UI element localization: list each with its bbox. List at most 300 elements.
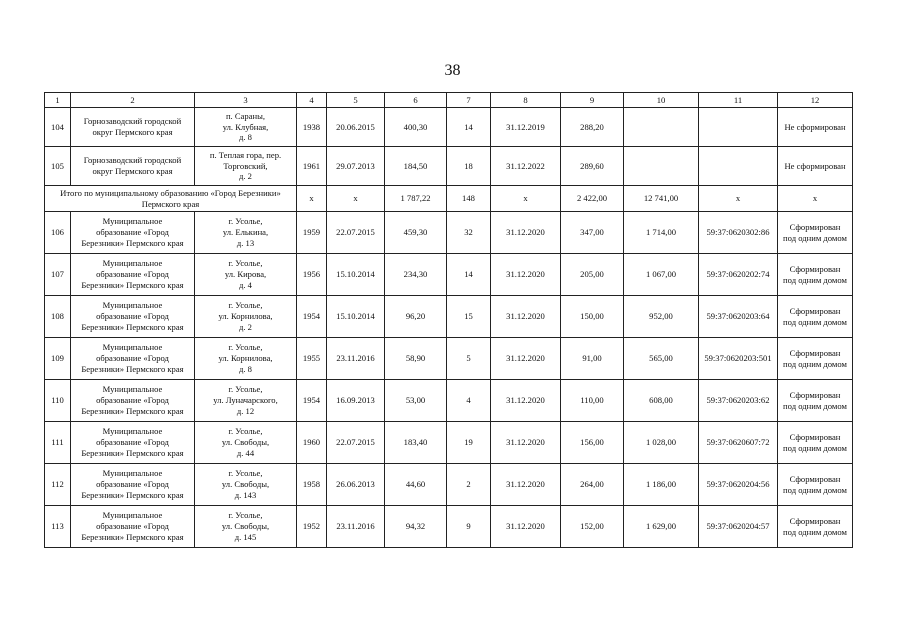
land-status-cell [778,212,853,254]
cell-line: 288,20 [580,121,604,132]
cell-line: 2 422,00 [576,193,608,204]
cell-line: 110 [51,395,64,406]
cell-line: 289,60 [580,160,604,171]
cell-line: под одним домом [783,484,847,495]
subtotal-cadastral-number [699,186,778,212]
municipality-cell [71,296,195,338]
cell-line: образование «Город [96,353,169,364]
cell-line: 91,00 [582,353,602,364]
cadastral-number-cell [699,212,778,254]
year-built-cell [297,108,327,147]
year-built-cell [297,338,327,380]
cell-line: 32 [464,227,473,238]
municipality-cell [71,506,195,548]
resettlement-deadline-cell [491,338,561,380]
cell-line: 1959 [302,227,321,238]
area-resettled-cell [561,296,624,338]
column-header-10: 10 [624,93,699,108]
cell-line: 59:37:0620203:501 [704,353,772,364]
cell-line: ул. Елькина, [222,227,269,238]
cell-line: 16.09.2013 [336,395,375,406]
subtotal-area [385,186,447,212]
emergency-date-cell [327,380,385,422]
residents-cell [447,212,491,254]
row-number-cell [45,296,71,338]
cell-line: 29.07.2013 [336,160,375,171]
land-status-cell [778,108,853,147]
cell-line: 31.12.2020 [506,353,545,364]
cell-line: 14 [464,269,473,280]
address-cell [195,506,297,548]
cell-line: 110,00 [580,395,604,406]
cell-line: 1954 [302,395,321,406]
cell-line: 109 [51,353,64,364]
cell-line: 105 [51,160,64,171]
year-built-cell [297,254,327,296]
cell-line: 205,00 [580,269,604,280]
address-cell [195,254,297,296]
column-header-5: 5 [327,93,385,108]
cell-line: Не сформирован [784,121,846,132]
area-resettled-cell [561,147,624,186]
cell-line: ул. Свободы, [221,437,270,448]
cell-line: Пермского края [141,198,200,209]
cell-line: под одним домом [783,274,847,285]
cell-line: 19 [464,437,473,448]
municipality-cell [71,422,195,464]
cell-line: 1 067,00 [645,269,677,280]
cadastral-number-cell [699,296,778,338]
cell-line: Сформирован [789,347,841,358]
area-cell [385,108,447,147]
cell-line: 1960 [302,437,321,448]
emergency-date-cell [327,464,385,506]
area-cell [385,212,447,254]
cell-line: Муниципальное [102,342,163,353]
cell-line: Горнозаводский городской [83,155,182,166]
area-resettled-cell [561,464,624,506]
area-resettled-cell [561,380,624,422]
area-cell [385,296,447,338]
cell-line: 9 [466,521,471,532]
cell-line: 18 [464,160,473,171]
column-header-12: 12 [778,93,853,108]
cadastral-number-cell [699,254,778,296]
cell-line: под одним домом [783,526,847,537]
cell-line: 952,00 [649,311,673,322]
column-header-11: 11 [699,93,778,108]
cell-line: ул. Свободы, [221,521,270,532]
emergency-date-cell [327,296,385,338]
cell-line: 58,90 [405,353,426,364]
cell-line: Сформирован [789,515,841,526]
table-row [45,380,853,422]
land-area-cell [624,254,699,296]
cell-line: г. Усолье, [228,342,263,353]
cell-line: 264,00 [580,479,604,490]
cell-line: 1954 [302,311,321,322]
cell-line: Муниципальное [102,384,163,395]
cell-line: образование «Город [96,395,169,406]
residents-cell [447,464,491,506]
address-cell [195,422,297,464]
cell-line: под одним домом [783,442,847,453]
land-status-cell [778,506,853,548]
cell-line: 1 028,00 [645,437,677,448]
row-number-cell [45,147,71,186]
cell-line: 59:37:0620204:57 [706,521,770,532]
cell-line: Сформирован [789,221,841,232]
land-area-cell [624,147,699,186]
cell-line: 15.10.2014 [336,311,375,322]
subtotal-land-status [778,186,853,212]
land-status-cell [778,338,853,380]
cell-line: ул. Кирова, [224,269,267,280]
column-header-4: 4 [297,93,327,108]
table-row [45,464,853,506]
table-row [45,212,853,254]
cell-line: ул. Свободы, [221,479,270,490]
cell-line: д. 13 [236,237,255,248]
table-body [45,108,853,548]
cell-line: Муниципальное [102,258,163,269]
resettlement-deadline-cell [491,147,561,186]
cell-line: 96,20 [405,311,426,322]
table-row [45,254,853,296]
cell-line: д. 143 [234,489,257,500]
cell-line: 152,00 [580,521,604,532]
area-resettled-cell [561,254,624,296]
municipality-cell [71,108,195,147]
cell-line: 5 [466,353,471,364]
cell-line: Сформирован [789,431,841,442]
municipality-cell [71,464,195,506]
cell-line: 148 [462,193,475,204]
cell-line: под одним домом [783,232,847,243]
land-status-cell [778,422,853,464]
land-status-cell [778,254,853,296]
subtotal-emergency-date [327,186,385,212]
column-number-header [45,93,853,108]
residents-cell [447,338,491,380]
column-header-1: 1 [45,93,71,108]
header-row [45,93,853,108]
resettlement-deadline-cell [491,506,561,548]
cell-line: 59:37:0620302:86 [706,227,770,238]
land-status-cell [778,464,853,506]
cell-line: 183,40 [403,437,428,448]
cell-line: ул. Корнилова, [218,353,273,364]
resettlement-deadline-cell [491,108,561,147]
municipality-cell [71,338,195,380]
cell-line: x [812,193,818,204]
cell-line: 31.12.2020 [506,311,545,322]
cell-line: 14 [464,121,473,132]
cell-line: Муниципальное [102,216,163,227]
year-built-cell [297,380,327,422]
cell-line: 59:37:0620202:74 [706,269,770,280]
cell-line: x [309,193,314,204]
cell-line: 23.11.2016 [336,353,375,364]
cell-line: 22.07.2015 [336,437,375,448]
area-cell [385,464,447,506]
year-built-cell [297,296,327,338]
cell-line: 53,00 [405,395,426,406]
area-cell [385,422,447,464]
page-number: 38 [444,62,461,79]
emergency-date-cell [327,506,385,548]
cell-line: x [735,193,741,204]
cell-line: Березники» Пермского края [81,489,184,500]
cell-line: 94,32 [405,521,426,532]
cell-line: 26.06.2013 [336,479,375,490]
cadastral-number-cell [699,108,778,147]
cell-line: образование «Город [96,521,169,532]
cadastral-number-cell [699,338,778,380]
area-cell [385,254,447,296]
cell-line: 59:37:0620203:64 [706,311,770,322]
housing-registry-table [44,92,853,548]
cadastral-number-cell [699,422,778,464]
residents-cell [447,296,491,338]
subtotal-year-built [297,186,327,212]
address-cell [195,296,297,338]
row-number-cell [45,464,71,506]
cell-line: образование «Город [96,437,169,448]
cell-line: Итого по муниципальному образованию «Город Березники» [60,187,281,198]
emergency-date-cell [327,254,385,296]
cell-line: 400,30 [403,121,428,132]
municipality-cell [71,147,195,186]
cell-line: 31.12.2019 [506,121,545,132]
area-resettled-cell [561,338,624,380]
cell-line: под одним домом [783,316,847,327]
cell-line: д. 2 [239,171,252,182]
land-area-cell [624,296,699,338]
land-status-cell [778,380,853,422]
row-number-cell [45,380,71,422]
cell-line: образование «Город [96,227,169,238]
resettlement-deadline-cell [491,212,561,254]
cell-line: 608,00 [649,395,673,406]
cell-line: Березники» Пермского края [81,405,184,416]
cell-line: 1 629,00 [645,521,677,532]
cell-line: 1958 [302,479,321,490]
column-header-6: 6 [385,93,447,108]
area-resettled-cell [561,506,624,548]
address-cell [195,464,297,506]
cell-line: 1 787,22 [400,193,431,204]
cell-line: 234,30 [403,269,428,280]
address-cell [195,212,297,254]
area-cell [385,506,447,548]
column-header-7: 7 [447,93,491,108]
column-header-9: 9 [561,93,624,108]
cadastral-number-cell [699,380,778,422]
cell-line: Муниципальное [102,468,163,479]
cell-line: 44,60 [405,479,426,490]
cell-line: 20.06.2015 [336,121,375,132]
cell-line: 1955 [302,353,321,364]
cell-line: д. 2 [239,321,252,332]
cell-line: д. 8 [239,363,252,374]
cell-line: 107 [51,269,64,280]
cell-line: 112 [51,479,64,490]
address-cell [195,147,297,186]
table-row [45,506,853,548]
residents-cell [447,506,491,548]
cadastral-number-cell [699,506,778,548]
cell-line: Муниципальное [102,426,163,437]
cell-line: 1961 [302,160,321,171]
land-area-cell [624,108,699,147]
cell-line: д. 4 [239,279,252,290]
address-cell [195,108,297,147]
cell-line: 31.12.2020 [506,521,545,532]
municipality-cell [71,212,195,254]
cell-line: 2 [466,479,471,490]
cell-line: Березники» Пермского края [81,363,184,374]
area-resettled-cell [561,108,624,147]
area-cell [385,338,447,380]
municipality-cell [71,254,195,296]
cell-line: д. 145 [234,531,257,542]
cell-line: 184,50 [403,160,428,171]
resettlement-deadline-cell [491,296,561,338]
cell-line: 22.07.2015 [336,227,375,238]
cell-line: г. Усолье, [228,216,263,227]
residents-cell [447,422,491,464]
cell-line: Муниципальное [102,510,163,521]
cell-line: ул. Луначарского, [213,395,278,406]
land-area-cell [624,380,699,422]
subtotal-label [45,186,297,212]
cell-line: 59:37:0620607:72 [706,437,770,448]
emergency-date-cell [327,338,385,380]
cell-line: 31.12.2020 [506,269,545,280]
cell-line: 31.12.2020 [506,479,545,490]
cell-line: Березники» Пермского края [81,447,184,458]
cell-line: Сформирован [789,305,841,316]
resettlement-deadline-cell [491,422,561,464]
land-area-cell [624,212,699,254]
subtotal-land-area [624,186,699,212]
cell-line: округ Пермского края [92,166,173,176]
cadastral-number-cell [699,464,778,506]
cell-line: под одним домом [783,358,847,369]
cell-line: 150,00 [580,311,604,322]
cell-line: 108 [51,311,64,322]
residents-cell [447,108,491,147]
cell-line: 23.11.2016 [336,521,375,532]
cell-line: г. Усолье, [228,510,263,521]
cell-line: под одним домом [783,400,847,411]
cell-line: 1 714,00 [645,227,677,238]
cell-line: 59:37:0620204:56 [706,479,770,490]
resettlement-deadline-cell [491,254,561,296]
land-area-cell [624,464,699,506]
cell-line: Березники» Пермского края [81,279,184,290]
cell-line: x [353,193,358,204]
cell-line: Березники» Пермского края [81,531,184,542]
cell-line: д. 12 [236,405,255,416]
subtotal-residents [447,186,491,212]
cell-line: ул. Корнилова, [218,311,273,322]
year-built-cell [297,464,327,506]
cell-line: г. Усолье, [228,426,263,437]
area-resettled-cell [561,212,624,254]
cell-line: 459,30 [403,227,428,238]
cell-line: ул. Клубная, [222,121,269,132]
cell-line: г. Усолье, [228,258,263,269]
subtotal-row [45,186,853,212]
area-resettled-cell [561,422,624,464]
year-built-cell [297,147,327,186]
residents-cell [447,254,491,296]
column-header-8: 8 [491,93,561,108]
residents-cell [447,147,491,186]
cell-line: 113 [51,521,64,532]
table-row [45,147,853,186]
cell-line: образование «Город [96,269,169,280]
year-built-cell [297,506,327,548]
cell-line: Муниципальное [102,300,163,311]
row-number-cell [45,254,71,296]
cell-line: Не сформирован [784,160,846,171]
land-status-cell [778,296,853,338]
address-cell [195,338,297,380]
resettlement-deadline-cell [491,464,561,506]
municipality-cell [71,380,195,422]
cell-line: г. Усолье, [228,468,263,479]
cell-line: Горнозаводский городской [83,116,182,127]
cell-line: Березники» Пермского края [81,237,184,248]
cell-line: д. 8 [239,132,252,143]
table-row [45,422,853,464]
row-number-cell [45,338,71,380]
cell-line: 1952 [302,521,321,532]
cell-line: Березники» Пермского края [81,321,184,332]
year-built-cell [297,212,327,254]
subtotal-resettlement-deadline [491,186,561,212]
cell-line: 111 [51,437,64,448]
cell-line: 15.10.2014 [336,269,375,280]
table-row [45,296,853,338]
row-number-cell [45,506,71,548]
row-number-cell [45,212,71,254]
row-number-cell [45,422,71,464]
cell-line: Сформирован [789,389,841,400]
emergency-date-cell [327,212,385,254]
cell-line: 565,00 [649,353,673,364]
cell-line: 31.12.2020 [506,395,545,406]
cell-line: 106 [51,227,64,238]
cell-line: округ Пермского края [92,127,173,137]
cell-line: Сформирован [789,263,841,274]
emergency-date-cell [327,422,385,464]
cell-line: 156,00 [580,437,604,448]
land-area-cell [624,506,699,548]
cell-line: д. 44 [236,447,255,458]
cell-line: Торговский, [223,160,268,171]
emergency-date-cell [327,147,385,186]
cell-line: 1956 [302,269,321,280]
cell-line: 104 [51,121,64,132]
cell-line: 31.12.2020 [506,227,545,238]
cell-line: 1 186,00 [645,479,677,490]
cell-line: 4 [466,395,471,406]
cell-line: образование «Город [96,479,169,490]
